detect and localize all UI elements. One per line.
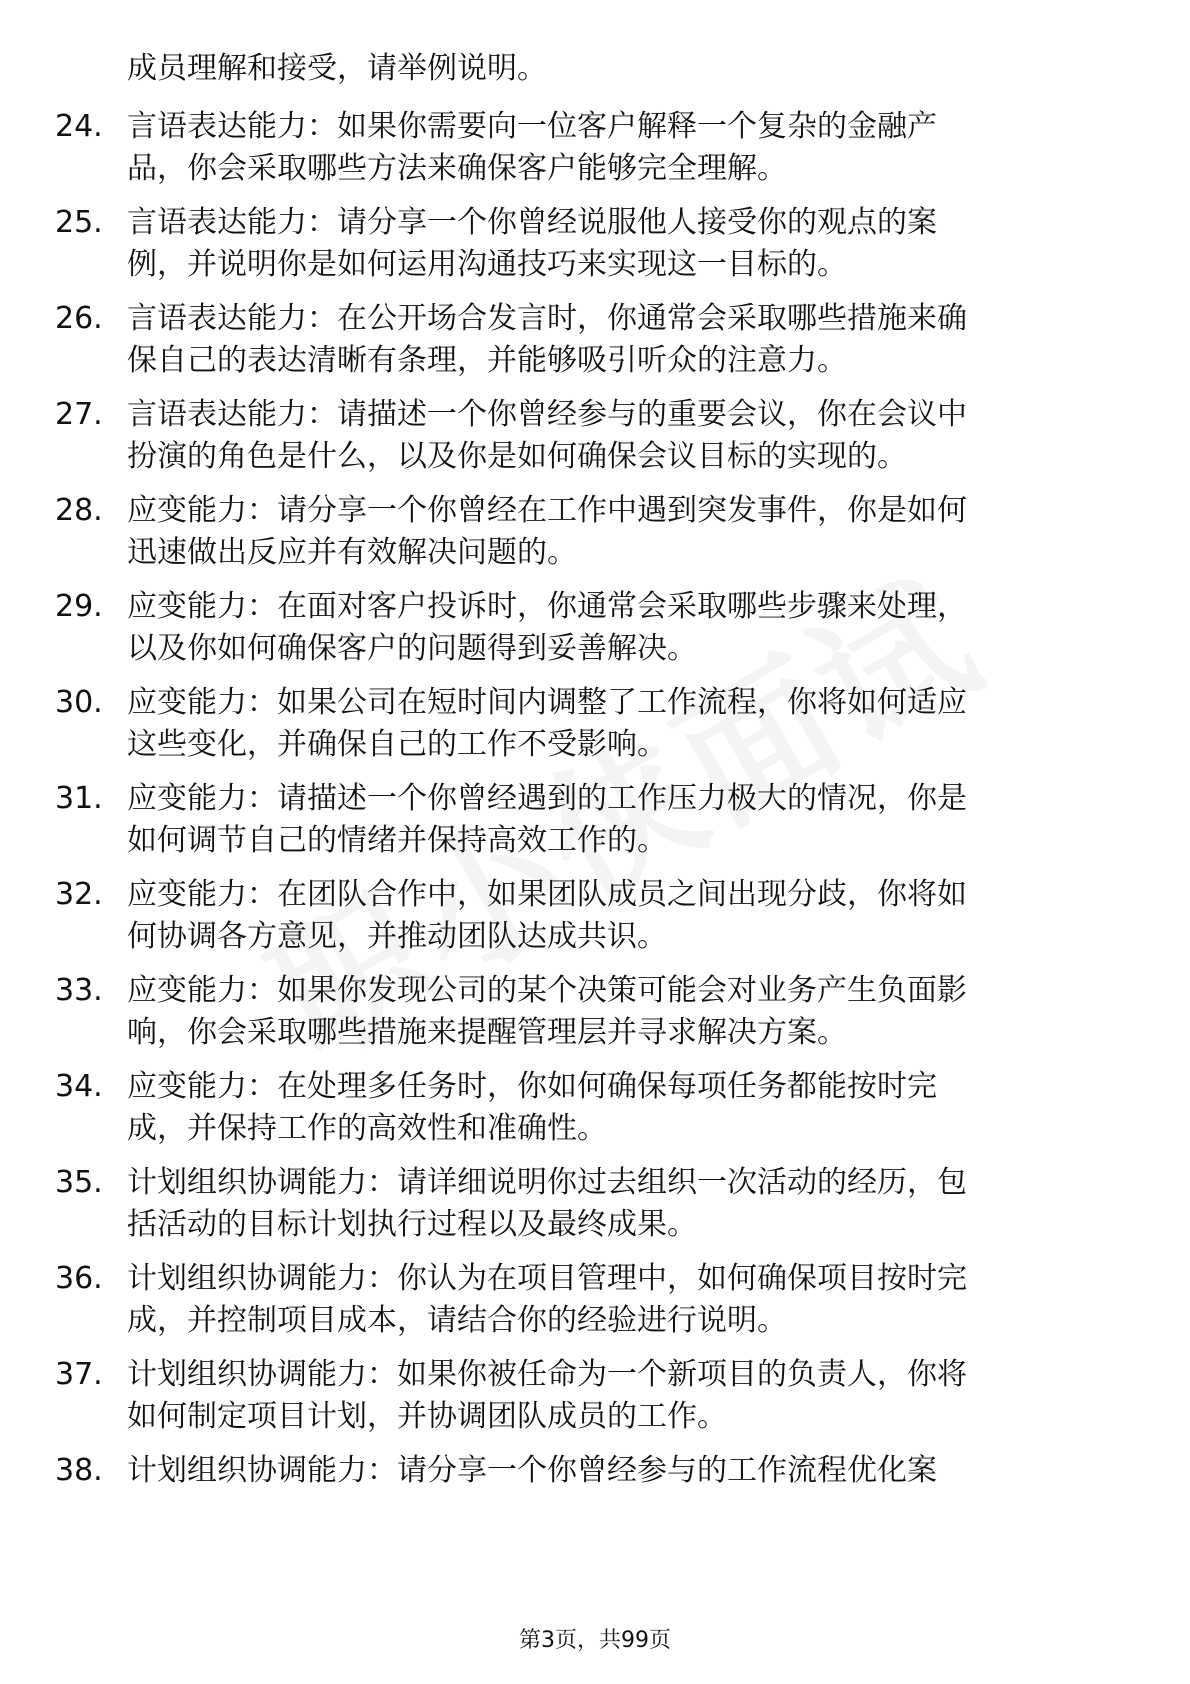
question-text — [127, 394, 1117, 478]
question-text-line: 括活动的目标计划执行过程以及最终成果。 — [127, 1207, 697, 1242]
question-text-line: 应变能力：请分享一个你曾经在工作中遇到突发事件，你是如何 — [127, 493, 967, 528]
question-text-line: 迅速做出反应并有效解决问题的。 — [127, 535, 577, 570]
question-text — [127, 298, 1117, 382]
question-text — [127, 778, 1117, 862]
question-number: 28. — [55, 493, 103, 528]
question-text — [127, 202, 1117, 286]
question-text — [127, 682, 1117, 766]
question-text-line: 例，并说明你是如何运用沟通技巧来实现这一目标的。 — [127, 247, 847, 282]
question-text-line: 应变能力：在面对客户投诉时，你通常会采取哪些步骤来处理， — [127, 589, 967, 624]
question-text-line: 何协调各方意见，并推动团队达成共识。 — [127, 919, 667, 954]
question-text-line: 应变能力：请描述一个你曾经遇到的工作压力极大的情况，你是 — [127, 781, 967, 816]
question-text — [127, 1354, 1117, 1438]
question-text-line: 响，你会采取哪些措施来提醒管理层并寻求解决方案。 — [127, 1015, 847, 1050]
question-text-line: 如何制定项目计划，并协调团队成员的工作。 — [127, 1399, 727, 1434]
question-number: 33. — [55, 973, 103, 1008]
question-text-line: 成，并控制项目成本，请结合你的经验进行说明。 — [127, 1303, 787, 1338]
question-text-line: 这些变化，并确保自己的工作不受影响。 — [127, 727, 667, 762]
question-text — [127, 1258, 1117, 1342]
question-text — [127, 1066, 1117, 1150]
question-text — [127, 970, 1117, 1054]
question-text-line: 言语表达能力：请分享一个你曾经说服他人接受你的观点的案 — [127, 205, 937, 240]
question-number: 25. — [55, 205, 103, 240]
question-text — [127, 586, 1117, 670]
question-number: 31. — [55, 781, 103, 816]
question-text-line: 言语表达能力：请描述一个你曾经参与的重要会议，你在会议中 — [127, 397, 967, 432]
question-text-line: 应变能力：在团队合作中，如果团队成员之间出现分歧，你将如 — [127, 877, 967, 912]
question-number: 35. — [55, 1165, 103, 1200]
question-number: 38. — [55, 1453, 103, 1488]
question-text-line: 以及你如何确保客户的问题得到妥善解决。 — [127, 631, 697, 666]
question-number: 34. — [55, 1069, 103, 1104]
question-text — [127, 1450, 1117, 1492]
question-number: 32. — [55, 877, 103, 912]
page-footer: 第3页，共99页 — [519, 1628, 671, 1653]
question-number: 29. — [55, 589, 103, 624]
question-text-line: 成，并保持工作的高效性和准确性。 — [127, 1111, 607, 1146]
question-text-line: 计划组织协调能力：你认为在项目管理中，如何确保项目按时完 — [127, 1261, 967, 1296]
question-text-line: 言语表达能力：在公开场合发言时，你通常会采取哪些措施来确 — [127, 301, 967, 336]
question-text-line: 计划组织协调能力：如果你被任命为一个新项目的负责人，你将 — [127, 1357, 967, 1392]
question-text-line: 如何调节自己的情绪并保持高效工作的。 — [127, 823, 667, 858]
question-text-line: 应变能力：在处理多任务时，你如何确保每项任务都能按时完 — [127, 1069, 937, 1104]
question-number: 27. — [55, 397, 103, 432]
question-text-line: 保自己的表达清晰有条理，并能够吸引听众的注意力。 — [127, 343, 847, 378]
question-text-line: 应变能力：如果你发现公司的某个决策可能会对业务产生负面影 — [127, 973, 967, 1008]
question-number: 26. — [55, 301, 103, 336]
question-text-line: 计划组织协调能力：请分享一个你曾经参与的工作流程优化案 — [127, 1453, 937, 1488]
question-text — [127, 1162, 1117, 1246]
question-number: 30. — [55, 685, 103, 720]
question-text-line: 言语表达能力：如果你需要向一位客户解释一个复杂的金融产 — [127, 109, 937, 144]
question-text — [127, 106, 1117, 190]
question-number: 37. — [55, 1357, 103, 1392]
question-number: 24. — [55, 109, 103, 144]
question-text-line: 计划组织协调能力：请详细说明你过去组织一次活动的经历，包 — [127, 1165, 967, 1200]
question-text-line: 扮演的角色是什么，以及你是如何确保会议目标的实现的。 — [127, 439, 907, 474]
question-text-line: 品，你会采取哪些方法来确保客户能够完全理解。 — [127, 151, 787, 186]
question-text — [127, 874, 1117, 958]
question-text-line: 应变能力：如果公司在短时间内调整了工作流程，你将如何适应 — [127, 685, 967, 720]
question-text — [127, 490, 1117, 574]
question-number: 36. — [55, 1261, 103, 1296]
continuation-text: 成员理解和接受，请举例说明。 — [127, 51, 547, 86]
